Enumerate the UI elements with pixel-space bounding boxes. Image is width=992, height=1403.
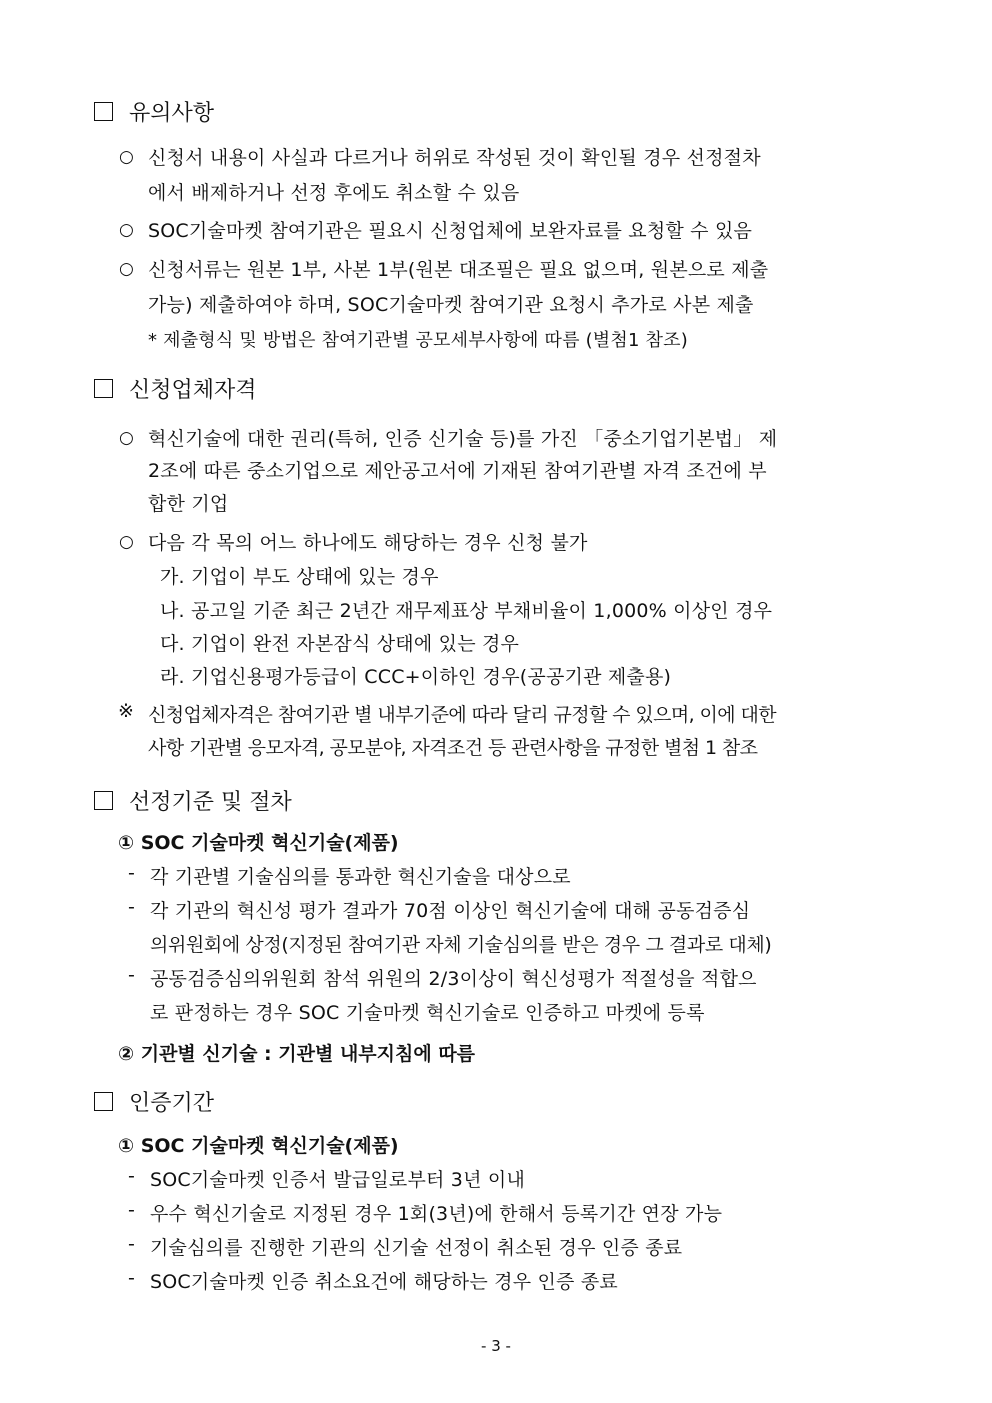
- dash-bullet-icon: -: [128, 862, 135, 884]
- section-title: 유의사항: [129, 101, 215, 126]
- section-title: 신청업체자격: [129, 378, 257, 403]
- dash-bullet-icon: -: [128, 896, 135, 918]
- case-line: 다. 기업이 완전 자본잠식 상태에 있는 경우: [160, 633, 520, 655]
- text-line: 기술심의를 진행한 기관의 신기술 선정이 취소된 경우 인증 종료: [150, 1237, 683, 1259]
- checkbox-square-icon: [94, 791, 113, 810]
- dash-bullet-icon: -: [128, 1233, 135, 1255]
- section-heading-selection: [94, 785, 292, 816]
- remark-line: 사항 기관별 응모자격, 공모분야, 자격조건 등 관련사항을 규정한 별첨 1 참조: [148, 737, 758, 759]
- subheading: ② 기관별 신기술 : 기관별 내부지침에 따름: [118, 1043, 476, 1065]
- section-title: 인증기간: [129, 1091, 215, 1116]
- section-title: 선정기준 및 절차: [129, 790, 292, 815]
- text-line: 다음 각 목의 어느 하나에도 해당하는 경우 신청 불가: [148, 532, 588, 554]
- circle-bullet-icon: ○: [119, 147, 134, 167]
- case-line: 나. 공고일 기준 최근 2년간 재무제표상 부채비율이 1,000% 이상인 경우: [160, 600, 773, 622]
- subheading: ① SOC 기술마켓 혁신기술(제품): [118, 832, 399, 854]
- checkbox-square-icon: [94, 102, 113, 121]
- circle-bullet-icon: ○: [119, 428, 134, 448]
- page-number: - 3 -: [481, 1337, 511, 1355]
- section-heading-eligibility: [94, 373, 257, 404]
- dash-bullet-icon: -: [128, 1165, 135, 1187]
- remark-line: 신청업체자격은 참여기관 별 내부기준에 따라 달리 규정할 수 있으며, 이에 대한: [148, 704, 776, 726]
- text-line: SOC기술마켓 인증서 발급일로부터 3년 이내: [150, 1169, 525, 1191]
- text-line: 각 기관의 혁신성 평가 결과가 70점 이상인 혁신기술에 대해 공동검증심: [150, 900, 751, 922]
- section-heading-certification-period: [94, 1086, 214, 1117]
- text-line: 우수 혁신기술로 지정된 경우 1회(3년)에 한해서 등록기간 연장 가능: [150, 1203, 723, 1225]
- checkbox-square-icon: [94, 379, 113, 398]
- text-line: 각 기관별 기술심의를 통과한 혁신기술을 대상으로: [150, 866, 571, 888]
- circle-bullet-icon: ○: [119, 220, 134, 240]
- text-line: 로 판정하는 경우 SOC 기술마켓 혁신기술로 인증하고 마켓에 등록: [150, 1002, 705, 1024]
- text-line: 에서 배제하거나 선정 후에도 취소할 수 있음: [148, 182, 520, 204]
- dash-bullet-icon: -: [128, 1267, 135, 1289]
- circle-bullet-icon: ○: [119, 532, 134, 552]
- note-line: * 제출형식 및 방법은 참여기관별 공모세부사항에 따름 (별첨1 참조): [148, 330, 688, 351]
- text-line: 혁신기술에 대한 권리(특허, 인증 신기술 등)를 가진 「중소기업기본법」 제: [148, 428, 778, 450]
- text-line: 합한 기업: [148, 493, 229, 515]
- case-line: 가. 기업이 부도 상태에 있는 경우: [160, 566, 439, 588]
- text-line: 신청서류는 원본 1부, 사본 1부(원본 대조필은 필요 없으며, 원본으로 제출: [148, 259, 769, 281]
- reference-mark-icon: ※: [118, 700, 135, 722]
- dash-bullet-icon: -: [128, 964, 135, 986]
- checkbox-square-icon: [94, 1092, 113, 1111]
- dash-bullet-icon: -: [128, 1199, 135, 1221]
- text-line: 신청서 내용이 사실과 다르거나 허위로 작성된 것이 확인될 경우 선정절차: [148, 147, 761, 169]
- subheading: ① SOC 기술마켓 혁신기술(제품): [118, 1135, 399, 1157]
- text-line: SOC기술마켓 인증 취소요건에 해당하는 경우 인증 종료: [150, 1271, 618, 1293]
- text-line: 의위원회에 상정(지정된 참여기관 자체 기술심의를 받은 경우 그 결과로 대체): [150, 934, 772, 956]
- section-heading-precautions: [94, 96, 214, 127]
- case-line: 라. 기업신용평가등급이 CCC+이하인 경우(공공기관 제출용): [160, 666, 672, 688]
- text-line: 가능) 제출하여야 하며, SOC기술마켓 참여기관 요청시 추가로 사본 제출: [148, 294, 754, 316]
- text-line: SOC기술마켓 참여기관은 필요시 신청업체에 보완자료를 요청할 수 있음: [148, 220, 753, 242]
- circle-bullet-icon: ○: [119, 259, 134, 279]
- text-line: 공동검증심의위원회 참석 위원의 2/3이상이 혁신성평가 적절성을 적합으: [150, 968, 757, 990]
- text-line: 2조에 따른 중소기업으로 제안공고서에 기재된 참여기관별 자격 조건에 부: [148, 460, 767, 482]
